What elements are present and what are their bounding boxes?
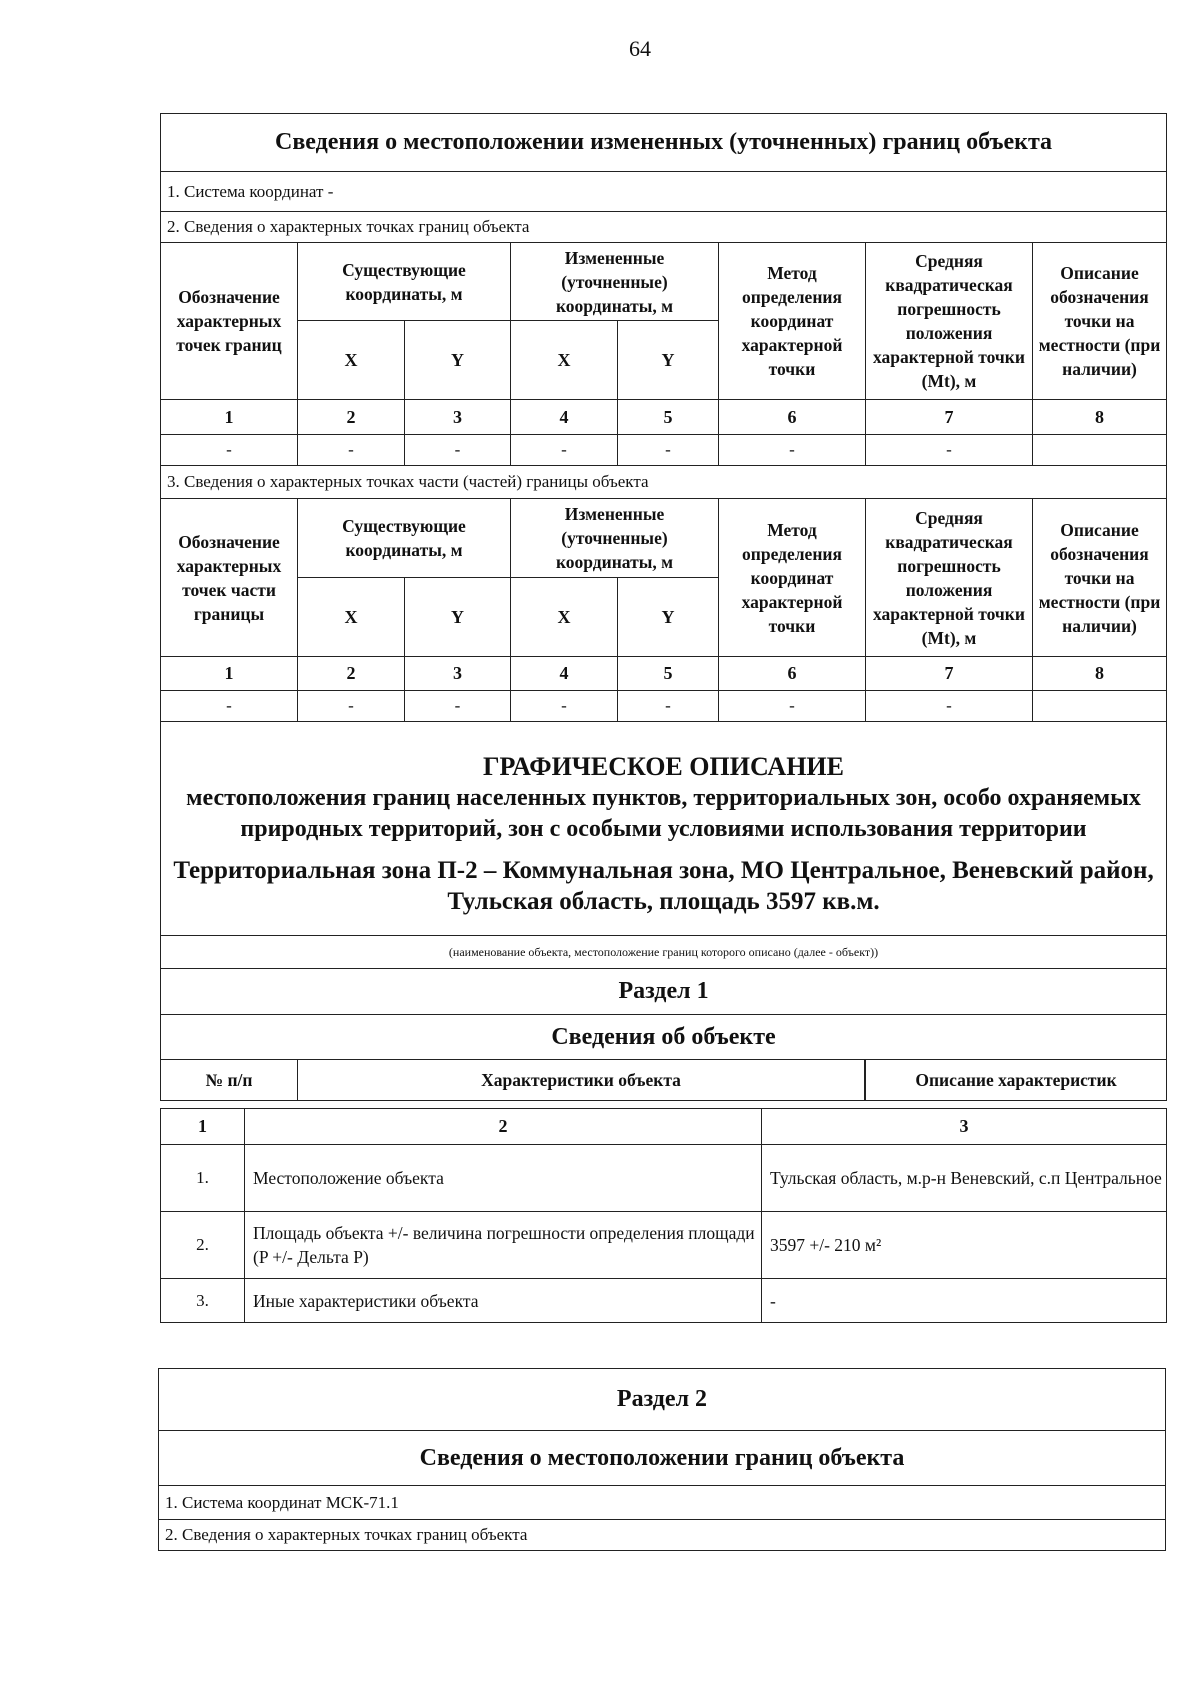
characteristic-value: Тульская область, м.р-н Веневский, с.п Центральное	[762, 1145, 1167, 1212]
table-cell	[1033, 691, 1167, 722]
section2-coord-system: 1. Система координат МСК-71.1	[159, 1486, 1166, 1520]
col-description-header: Описание обозначения точки на местности (при наличии)	[1033, 243, 1167, 400]
row-number: 3.	[161, 1279, 245, 1323]
table-cell: -	[719, 435, 866, 466]
table-cell: -	[618, 435, 719, 466]
col-number: 7	[866, 657, 1033, 691]
graphic-subheading: местоположения границ населенных пунктов, территориальных зон, особо охраняемых природных территорий, зон с особыми условиями использования территории	[186, 784, 1141, 842]
col-number: 8	[1033, 657, 1167, 691]
y-header: Y	[618, 321, 719, 400]
col-number: 2	[298, 657, 405, 691]
y-header: Y	[405, 321, 511, 400]
col-description-header: Описание обозначения точки на местности (при наличии)	[1033, 499, 1167, 657]
col-method-header: Метод определения координат характерной точки	[719, 499, 866, 657]
col-number: 5	[618, 657, 719, 691]
col-number: 3	[762, 1109, 1167, 1145]
col-number: 1	[161, 657, 298, 691]
section2-title: Раздел 2	[159, 1369, 1166, 1431]
col-designation-header: Обозначение характерных точек границ	[161, 243, 298, 400]
table-cell: -	[511, 435, 618, 466]
characteristic-name: Площадь объекта +/- величина погрешности определения площади (P +/- Дельта P)	[245, 1212, 762, 1279]
col-number: 4	[511, 657, 618, 691]
col-number: 4	[511, 400, 618, 435]
characteristic-value: -	[762, 1279, 1167, 1323]
points-caption: 2. Сведения о характерных точках границ объекта	[161, 212, 1167, 243]
x-header: X	[511, 578, 618, 657]
y-header: Y	[618, 578, 719, 657]
x-header: X	[511, 321, 618, 400]
col-number: 1	[161, 1109, 245, 1145]
col-error-header: Средняя квадратическая погрешность положения характерной точки (Mt), м	[866, 243, 1033, 400]
section2-subtitle: Сведения о местоположении границ объекта	[159, 1431, 1166, 1486]
col-description-characteristics-header: Описание характеристик	[866, 1060, 1167, 1101]
characteristic-name: Местоположение объекта	[245, 1145, 762, 1212]
col-number: 2	[298, 400, 405, 435]
table-cell: -	[618, 691, 719, 722]
table-cell: -	[866, 691, 1033, 722]
col-existing-header: Существующие координаты, м	[298, 499, 511, 578]
graphic-heading: ГРАФИЧЕСКОЕ ОПИСАНИЕ	[483, 751, 844, 781]
table-cell: -	[719, 691, 866, 722]
col-characteristics-header: Характеристики объекта	[298, 1060, 865, 1100]
main-table	[160, 113, 1167, 1101]
col-changed-header: Измененные (уточненные) координаты, м	[511, 499, 719, 578]
col-number: 2	[245, 1109, 762, 1145]
row-number: 1.	[161, 1145, 245, 1212]
col-number: 6	[719, 400, 866, 435]
col-no-header: № п/п	[161, 1060, 298, 1101]
col-number: 1	[161, 400, 298, 435]
object-note: (наименование объекта, местоположение границ которого описано (далее - объект))	[161, 936, 1167, 969]
characteristic-name: Иные характеристики объекта	[245, 1279, 762, 1323]
table-cell: -	[161, 691, 298, 722]
col-changed-header: Измененные (уточненные) координаты, м	[511, 243, 719, 321]
table-cell: -	[298, 691, 405, 722]
graphic-description-block	[161, 722, 1167, 936]
object-name: Территориальная зона П-2 – Коммунальная зона, МО Центральное, Веневский район, Тульская область, площадь 3597 кв.м.	[173, 856, 1154, 915]
col-existing-header: Существующие координаты, м	[298, 243, 511, 321]
row-number: 2.	[161, 1212, 245, 1279]
table-cell: -	[298, 435, 405, 466]
section1-header-split	[298, 1060, 866, 1101]
table-cell: -	[405, 691, 511, 722]
x-header: X	[298, 321, 405, 400]
coord-system-line: 1. Система координат -	[161, 172, 1167, 212]
characteristic-value: 3597 +/- 210 м²	[762, 1212, 1167, 1279]
col-number: 5	[618, 400, 719, 435]
page-number: 64	[629, 36, 651, 61]
changed-boundaries-title: Сведения о местоположении измененных (уточненных) границ объекта	[161, 114, 1167, 172]
y-header: Y	[405, 578, 511, 657]
section1-subtitle: Сведения об объекте	[161, 1015, 1167, 1060]
parts-caption: 3. Сведения о характерных точках части (частей) границы объекта	[161, 466, 1167, 499]
col-method-header: Метод определения координат характерной точки	[719, 243, 866, 400]
section1-table	[160, 1108, 1167, 1323]
col-error-header: Средняя квадратическая погрешность положения характерной точки (Mt), м	[866, 499, 1033, 657]
col-number: 3	[405, 657, 511, 691]
table-cell: -	[161, 435, 298, 466]
section2-table	[158, 1368, 1166, 1551]
section2-points-caption: 2. Сведения о характерных точках границ объекта	[159, 1520, 1166, 1551]
section1-title: Раздел 1	[161, 969, 1167, 1015]
col-number: 8	[1033, 400, 1167, 435]
col-number: 7	[866, 400, 1033, 435]
x-header: X	[298, 578, 405, 657]
col-number: 6	[719, 657, 866, 691]
table-cell: -	[866, 435, 1033, 466]
table-cell: -	[405, 435, 511, 466]
table-cell	[1033, 435, 1167, 466]
table-cell: -	[511, 691, 618, 722]
col-number: 3	[405, 400, 511, 435]
col-designation-parts-header: Обозначение характерных точек части границы	[161, 499, 298, 657]
